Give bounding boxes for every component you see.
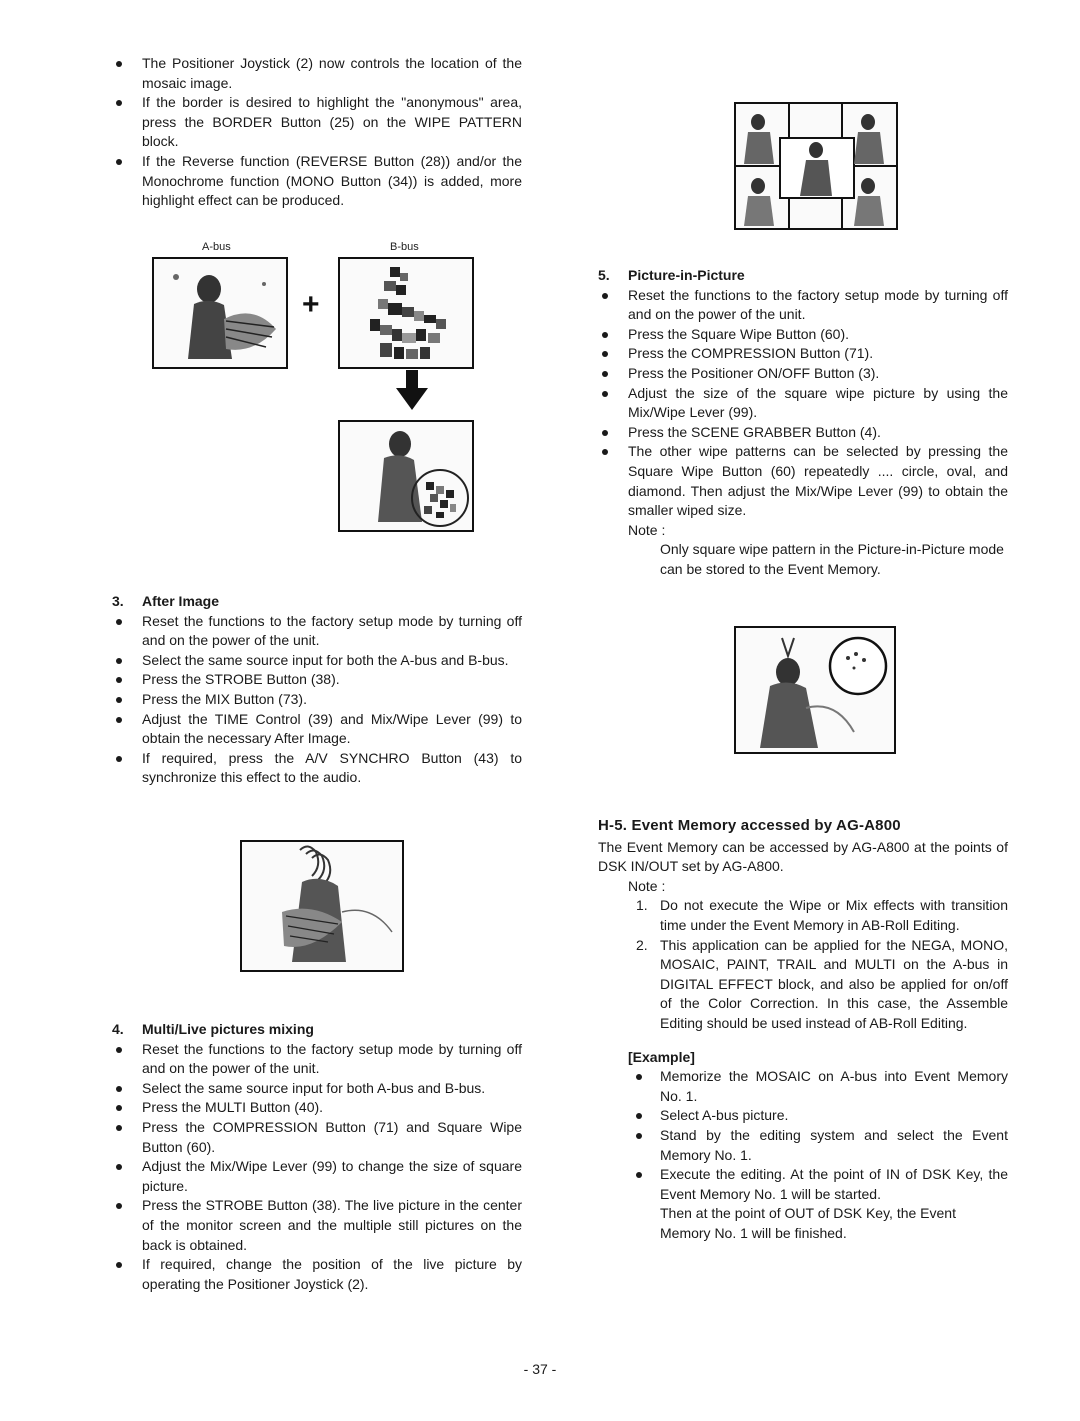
step-item: Reset the functions to the factory setup mode by turning off and on the power of the unit. xyxy=(112,612,522,651)
note-text: Only square wipe pattern in the Picture-in-Picture mode can be stored to the Event Memory. xyxy=(660,541,1004,577)
multi-live-steps xyxy=(112,1040,522,1295)
step-item: Adjust the TIME Control (39) and Mix/Wipe Lever (99) to obtain the necessary After Image. xyxy=(112,710,522,749)
step-item: Press the COMPRESSION Button (71) and Square Wipe Button (60). xyxy=(112,1118,522,1157)
section-title: Multi/Live pictures mixing xyxy=(142,1021,314,1037)
section-title: After Image xyxy=(142,593,220,609)
example-label: [Example] xyxy=(628,1048,695,1065)
picture-in-picture-steps xyxy=(598,286,1008,521)
section-heading xyxy=(112,1020,522,1040)
section-multi-live xyxy=(112,1020,522,1294)
dancer-illustration xyxy=(154,259,286,367)
intro-bullet-list xyxy=(112,54,522,211)
example-item: Select A-bus picture. xyxy=(598,1106,1008,1126)
step-item: Press the MIX Button (73). xyxy=(112,690,522,710)
intro-bullet: If the Reverse function (REVERSE Button (28)) and/or the Monochrome function (MONO Button (34)) is added, more highlight effect can be produced. xyxy=(112,152,522,211)
section-number: 5. xyxy=(598,267,610,283)
note-number: 2. xyxy=(636,936,648,953)
intro-bullet: If the border is desired to highlight the "anonymous" area, press the BORDER Button (25) on the WIPE PATTERN block. xyxy=(112,93,522,152)
example-continuation: Then at the point of OUT of DSK Key, the Event Memory No. 1 will be finished. xyxy=(660,1205,956,1241)
step-item: Press the STROBE Button (38). xyxy=(112,670,522,690)
step-item: Adjust the Mix/Wipe Lever (99) to change the size of square picture. xyxy=(112,1157,522,1196)
partial-mosaic-illustration xyxy=(340,422,472,530)
step-item: Select the same source input for both A-bus and B-bus. xyxy=(112,1079,522,1099)
note-number: 1. xyxy=(636,897,648,914)
step-item: The other wipe patterns can be selected by pressing the Square Wipe Button (60) repeatedly .... circle, oval, and diamond. Then adjust the Mix/Wipe Lever (99) to obtain the smaller wiped size. xyxy=(598,442,1008,520)
a-bus-dancer-photo xyxy=(152,257,288,369)
section-after-image xyxy=(112,592,522,788)
note-item xyxy=(598,936,1008,1034)
step-item: Press the MULTI Button (40). xyxy=(112,1098,522,1118)
after-image-steps xyxy=(112,612,522,788)
mosaic-dancer-illustration xyxy=(340,259,472,367)
after-image-photo xyxy=(240,840,404,972)
section-intro: The Event Memory can be accessed by AG-A800 at the points of DSK IN/OUT set by AG-A800. xyxy=(598,838,1008,875)
step-item: Press the SCENE GRABBER Button (4). xyxy=(598,423,1008,443)
note-label: Note : xyxy=(628,521,666,538)
example-item: Execute the editing. At the point of IN of DSK Key, the Event Memory No. 1 will be started. xyxy=(598,1165,1008,1204)
multi-picture-grid-illustration xyxy=(736,104,896,228)
example-item: Stand by the editing system and select the Event Memory No. 1. xyxy=(598,1126,1008,1165)
note-label: Note : xyxy=(628,877,666,894)
step-item: Press the Positioner ON/OFF Button (3). xyxy=(598,364,1008,384)
step-item: Press the COMPRESSION Button (71). xyxy=(598,344,1008,364)
step-item: If required, change the position of the live picture by operating the Positioner Joystick (2). xyxy=(112,1255,522,1294)
section-heading xyxy=(598,266,1008,286)
step-item: Reset the functions to the factory setup mode by turning off and on the power of the unit. xyxy=(598,286,1008,325)
step-item: Reset the functions to the factory setup mode by turning off and on the power of the unit. xyxy=(112,1040,522,1079)
b-bus-label: B-bus xyxy=(390,241,419,253)
section-heading xyxy=(112,592,522,612)
page-number: - 37 - xyxy=(523,1361,557,1377)
example-steps xyxy=(598,1067,1008,1204)
section-number: 3. xyxy=(112,593,124,609)
section-number: 4. xyxy=(112,1021,124,1037)
step-item: Press the Square Wipe Button (60). xyxy=(598,325,1008,345)
note-text: Do not execute the Wipe or Mix effects with transition time under the Event Memory in AB-Roll Editing. xyxy=(660,897,1008,933)
intro-bullet: The Positioner Joystick (2) now controls the location of the mosaic image. xyxy=(112,54,522,93)
note-list xyxy=(598,896,1008,1033)
down-arrow-icon xyxy=(396,370,428,410)
note-item xyxy=(598,896,1008,935)
combined-mosaic-photo xyxy=(338,420,474,532)
section-picture-in-picture xyxy=(598,266,1008,580)
pip-circle-illustration xyxy=(736,628,894,752)
step-item: Press the STROBE Button (38). The live picture in the center of the monitor screen and the multiple still pictures on the back is obtained. xyxy=(112,1196,522,1255)
picture-in-picture-photo xyxy=(734,626,896,754)
section-title: Picture-in-Picture xyxy=(628,267,745,283)
note-text: This application can be applied for the NEGA, MONO, MOSAIC, PAINT, TRAIL and MULTI on the A-bus in DIGITAL EFFECT block, and also be applied for on/off of the Color Correction. In this case, the Assemble Editing should be used instead of AB-Roll Editing. xyxy=(660,936,1008,1031)
intro-bullets-block xyxy=(112,54,522,211)
example-item: Memorize the MOSAIC on A-bus into Event Memory No. 1. xyxy=(598,1067,1008,1106)
plus-sign: + xyxy=(302,288,320,321)
a-bus-label: A-bus xyxy=(202,241,231,253)
section-heading: H-5. Event Memory accessed by AG-A800 xyxy=(598,817,901,834)
after-image-illustration xyxy=(242,842,402,970)
step-item: Select the same source input for both the A-bus and B-bus. xyxy=(112,651,522,671)
step-item: If required, press the A/V SYNCHRO Button (43) to synchronize this effect to the audio. xyxy=(112,749,522,788)
section-event-memory xyxy=(598,816,1008,1243)
step-item: Adjust the size of the square wipe picture by using the Mix/Wipe Lever (99). xyxy=(598,384,1008,423)
b-bus-mosaic-photo xyxy=(338,257,474,369)
multi-live-photo xyxy=(734,102,898,230)
